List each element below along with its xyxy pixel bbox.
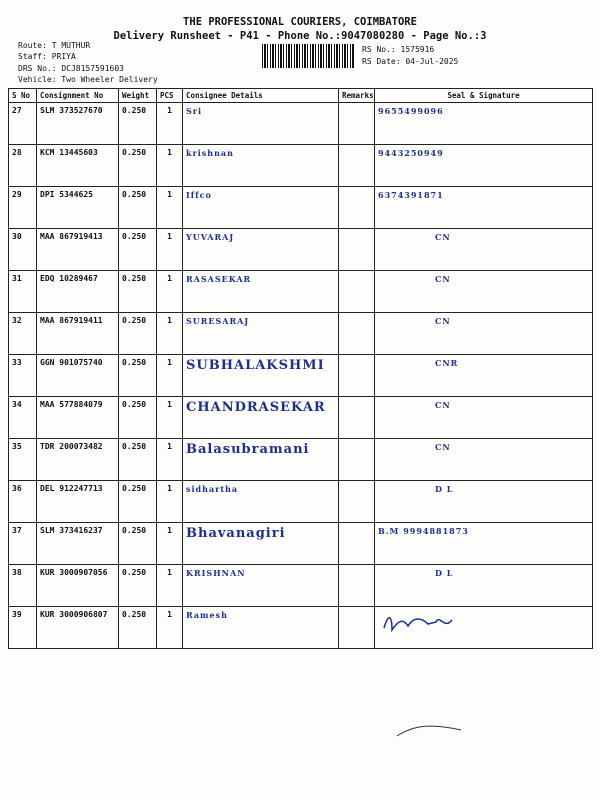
table-row [9, 313, 593, 355]
table-row [9, 439, 593, 481]
signature-cell: 9443250949 [375, 145, 593, 187]
consignee-cell: Sri [183, 103, 339, 145]
consignee-cell: CHANDRASEKAR [183, 397, 339, 439]
signature-cell: CN [375, 439, 593, 481]
pcs-cell: 1 [157, 145, 183, 187]
consignee-cell: Iffco [183, 187, 339, 229]
staff-label: Staff: PRIYA [18, 52, 76, 61]
table-row [9, 271, 593, 313]
sno-cell: 28 [9, 145, 37, 187]
remarks-cell [339, 607, 375, 649]
remarks-cell [339, 229, 375, 271]
table-header-row [9, 89, 593, 103]
weight-cell: 0.250 [119, 355, 157, 397]
weight-cell: 0.250 [119, 523, 157, 565]
signature-cell: CN [375, 397, 593, 439]
consignment-cell: KUR 3000906807 [37, 607, 119, 649]
remarks-cell [339, 271, 375, 313]
signature-cell: D L [375, 481, 593, 523]
sno-cell: 31 [9, 271, 37, 313]
handwritten-signature [378, 610, 458, 634]
weight-cell: 0.250 [119, 229, 157, 271]
remarks-cell [339, 481, 375, 523]
consignee-cell: Balasubramani [183, 439, 339, 481]
weight-cell: 0.250 [119, 607, 157, 649]
table-row [9, 145, 593, 187]
company-title: THE PROFESSIONAL COURIERS, COIMBATORE [183, 16, 417, 28]
consignment-cell: SLM 373416237 [37, 523, 119, 565]
sno-cell: 33 [9, 355, 37, 397]
weight-cell: 0.250 [119, 481, 157, 523]
remarks-cell [339, 355, 375, 397]
vehicle-label: Vehicle: Two Wheeler Delivery [18, 75, 158, 84]
pcs-cell: 1 [157, 271, 183, 313]
signature-cell: D L [375, 565, 593, 607]
consignment-cell: TDR 200073482 [37, 439, 119, 481]
consignment-cell: KUR 3000907056 [37, 565, 119, 607]
consignment-cell: DPI 5344625 [37, 187, 119, 229]
consignment-cell: MAA 867919411 [37, 313, 119, 355]
sno-cell: 38 [9, 565, 37, 607]
col-weight: Weight [119, 89, 157, 103]
consignment-cell: MAA 867919413 [37, 229, 119, 271]
signature-cell: B.M 9994881873 [375, 523, 593, 565]
weight-cell: 0.250 [119, 145, 157, 187]
consignee-cell: RASASEKAR [183, 271, 339, 313]
signature-cell: 6374391871 [375, 187, 593, 229]
consignment-cell: DEL 912247713 [37, 481, 119, 523]
pcs-cell: 1 [157, 355, 183, 397]
pcs-cell: 1 [157, 439, 183, 481]
drs-number: DRS No.: DCJ8157591603 [18, 64, 124, 73]
runsheet-heading: Delivery Runsheet - P41 - Phone No.:9047080280 - Page No.:3 [113, 30, 487, 42]
runsheet-table [8, 88, 593, 649]
weight-cell: 0.250 [119, 439, 157, 481]
table-row [9, 481, 593, 523]
signature-cell: CN [375, 313, 593, 355]
sno-cell: 39 [9, 607, 37, 649]
pcs-cell: 1 [157, 187, 183, 229]
sno-cell: 34 [9, 397, 37, 439]
consignee-cell: sidhartha [183, 481, 339, 523]
consignment-cell: MAA 577884079 [37, 397, 119, 439]
weight-cell: 0.250 [119, 313, 157, 355]
table-row [9, 397, 593, 439]
weight-cell: 0.250 [119, 271, 157, 313]
consignee-cell: SURESARAJ [183, 313, 339, 355]
weight-cell: 0.250 [119, 397, 157, 439]
remarks-cell [339, 397, 375, 439]
remarks-cell [339, 103, 375, 145]
col-consignee: Consignee Details [183, 89, 339, 103]
route-label: Route: T MUTHUR [18, 41, 91, 50]
weight-cell: 0.250 [119, 565, 157, 607]
sno-cell: 36 [9, 481, 37, 523]
pcs-cell: 1 [157, 481, 183, 523]
remarks-cell [339, 187, 375, 229]
rs-number: RS No.: 1575916 [362, 45, 435, 54]
sno-cell: 32 [9, 313, 37, 355]
signature-cell: 9655499096 [375, 103, 593, 145]
pcs-cell: 1 [157, 397, 183, 439]
table-row [9, 523, 593, 565]
rs-date: RS Date: 04-Jul-2025 [362, 57, 459, 66]
signature-cell: CN [375, 271, 593, 313]
pcs-cell: 1 [157, 565, 183, 607]
remarks-cell [339, 565, 375, 607]
consignee-cell: Bhavanagiri [183, 523, 339, 565]
consignee-cell: krishnan [183, 145, 339, 187]
weight-cell: 0.250 [119, 103, 157, 145]
signature-cell [375, 607, 593, 649]
signature-cell: CNR [375, 355, 593, 397]
col-sno: S No [9, 89, 37, 103]
consignee-cell: KRISHNAN [183, 565, 339, 607]
sno-cell: 30 [9, 229, 37, 271]
consignee-cell: YUVARAJ [183, 229, 339, 271]
pcs-cell: 1 [157, 229, 183, 271]
table-row [9, 103, 593, 145]
sno-cell: 27 [9, 103, 37, 145]
table-row [9, 607, 593, 649]
consignment-cell: KCM 13445603 [37, 145, 119, 187]
stray-pen-mark [395, 722, 465, 742]
consignee-cell: SUBHALAKSHMI [183, 355, 339, 397]
table-row [9, 355, 593, 397]
pcs-cell: 1 [157, 313, 183, 355]
barcode [262, 44, 354, 68]
remarks-cell [339, 145, 375, 187]
table-row [9, 565, 593, 607]
sno-cell: 35 [9, 439, 37, 481]
table-row [9, 187, 593, 229]
sno-cell: 37 [9, 523, 37, 565]
col-remarks: Remarks [339, 89, 375, 103]
consignment-cell: GGN 901075740 [37, 355, 119, 397]
col-signature: Seal & Signature [375, 89, 593, 103]
consignment-cell: EDQ 10289467 [37, 271, 119, 313]
table-row [9, 229, 593, 271]
remarks-cell [339, 313, 375, 355]
pcs-cell: 1 [157, 103, 183, 145]
pcs-cell: 1 [157, 607, 183, 649]
remarks-cell [339, 439, 375, 481]
col-pcs: PCS [157, 89, 183, 103]
consignee-cell: Ramesh [183, 607, 339, 649]
consignment-cell: SLM 373527670 [37, 103, 119, 145]
sno-cell: 29 [9, 187, 37, 229]
signature-cell: CN [375, 229, 593, 271]
weight-cell: 0.250 [119, 187, 157, 229]
remarks-cell [339, 523, 375, 565]
col-consignment: Consignment No [37, 89, 119, 103]
pcs-cell: 1 [157, 523, 183, 565]
